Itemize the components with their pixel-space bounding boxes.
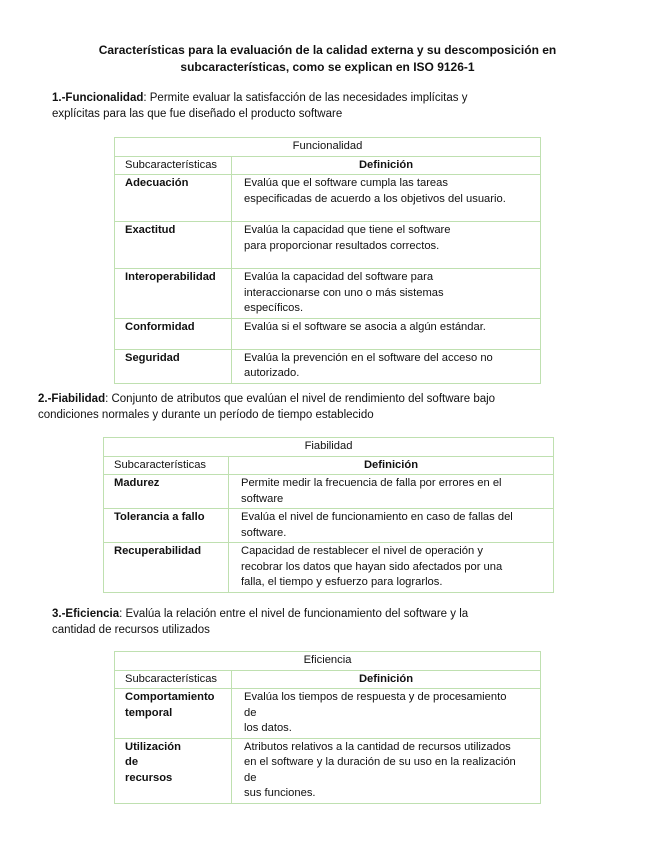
table-row xyxy=(115,318,541,349)
table-row xyxy=(115,269,541,319)
term-line: Comportamiento xyxy=(125,691,215,703)
row-term: Tolerancia a fallo xyxy=(104,509,229,543)
column-header-def: Definición xyxy=(232,670,541,689)
definition-line: recobrar los datos que hayan sido afectados por una xyxy=(241,560,503,573)
row-definition xyxy=(232,318,541,349)
table-fiabilidad xyxy=(103,437,554,593)
section-text: cantidad de recursos utilizados xyxy=(52,624,210,636)
table-caption: Eficiencia xyxy=(115,652,541,671)
definition-line: Capacidad de restablecer el nivel de operación y xyxy=(241,545,483,557)
term-line: recursos xyxy=(125,771,173,784)
table-eficiencia xyxy=(114,651,541,804)
definition-line: especificadas de acuerdo a los objetivos del usuario. xyxy=(244,192,506,205)
table-row xyxy=(104,543,554,593)
row-definition xyxy=(229,543,554,593)
section-text: : Permite evaluar la satisfacción de las necesidades implícitas y xyxy=(143,92,468,104)
section-funcionalidad xyxy=(52,90,612,122)
document-title xyxy=(40,42,615,76)
row-term: Madurez xyxy=(104,475,229,509)
definition-line: Evalúa que el software cumpla las tareas xyxy=(244,177,448,189)
section-eficiencia xyxy=(52,606,612,638)
definition-line: Evalúa el nivel de funcionamiento en caso de fallas del xyxy=(241,511,513,523)
section-text: : Evalúa la relación entre el nivel de funcionamiento del software y la xyxy=(119,608,469,620)
table-row xyxy=(115,349,541,383)
definition-line: de xyxy=(244,771,257,784)
row-term: Recuperabilidad xyxy=(104,543,229,593)
row-term xyxy=(115,689,232,739)
title-line-2: subcaracterísticas, como se explican en ISO 9126-1 xyxy=(180,60,475,74)
definition-line: en el software y la duración de su uso en la realización xyxy=(244,756,516,768)
term-line: temporal xyxy=(125,706,173,719)
definition-line: sus funciones. xyxy=(244,787,316,799)
definition-line: Evalúa la capacidad del software para xyxy=(244,271,434,283)
section-label: 2.-Fiabilidad xyxy=(38,393,106,405)
definition-line: software. xyxy=(241,526,287,539)
row-term: Adecuación xyxy=(115,175,232,222)
definition-line: interaccionarse con uno o más sistemas xyxy=(244,286,444,299)
row-definition xyxy=(232,222,541,269)
row-term: Exactitud xyxy=(115,222,232,269)
definition-line: los datos. xyxy=(244,722,292,734)
definition-line: Permite medir la frecuencia de falla por errores en el xyxy=(241,477,502,489)
table-caption: Fiabilidad xyxy=(104,438,554,457)
section-text: explícitas para las que fue diseñado el producto software xyxy=(52,108,343,120)
table-row xyxy=(115,222,541,269)
definition-line: Evalúa la prevención en el software del acceso no xyxy=(244,351,493,364)
column-header-sub: Subcaracterísticas xyxy=(104,456,229,475)
row-definition xyxy=(232,349,541,383)
definition-line: específicos. xyxy=(244,302,304,314)
term-line: de xyxy=(125,756,139,768)
section-label: 1.-Funcionalidad xyxy=(52,92,144,104)
section-label: 3.-Eficiencia xyxy=(52,608,120,620)
row-definition xyxy=(232,689,541,739)
definition-line: de xyxy=(244,706,257,719)
row-term: Seguridad xyxy=(115,349,232,383)
definition-line: para proporcionar resultados correctos. xyxy=(244,239,440,252)
section-fiabilidad xyxy=(38,391,618,423)
row-term: Conformidad xyxy=(115,318,232,349)
row-definition xyxy=(232,269,541,319)
table-funcionalidad xyxy=(114,137,541,384)
row-definition xyxy=(229,475,554,509)
row-definition xyxy=(229,509,554,543)
definition-line: autorizado. xyxy=(244,367,300,379)
row-term: Interoperabilidad xyxy=(115,269,232,319)
definition-line: Evalúa los tiempos de respuesta y de procesamiento xyxy=(244,691,507,703)
column-header-def: Definición xyxy=(232,156,541,175)
column-header-def: Definición xyxy=(229,456,554,475)
table-row xyxy=(115,175,541,222)
table-caption: Funcionalidad xyxy=(115,138,541,157)
row-term xyxy=(115,738,232,803)
table-row xyxy=(115,738,541,803)
term-line: Utilización xyxy=(125,740,181,753)
title-line-1: Características para la evaluación de la calidad externa y su descomposición en xyxy=(98,43,557,57)
table-row xyxy=(115,689,541,739)
column-header-sub: Subcaracterísticas xyxy=(115,156,232,175)
table-row xyxy=(104,475,554,509)
definition-line: Evalúa la capacidad que tiene el software xyxy=(244,224,451,236)
section-text: condiciones normales y durante un período de tiempo establecido xyxy=(38,409,374,421)
row-definition xyxy=(232,175,541,222)
definition-line: Atributos relativos a la cantidad de recursos utilizados xyxy=(244,740,511,753)
row-definition xyxy=(232,738,541,803)
definition-line: falla, el tiempo y esfuerzo para lograrlos. xyxy=(241,576,443,588)
definition-line: software xyxy=(241,492,284,505)
section-text: : Conjunto de atributos que evalúan el nivel de rendimiento del software bajo xyxy=(105,393,496,405)
column-header-sub: Subcaracterísticas xyxy=(115,670,232,689)
definition-line: Evalúa si el software se asocia a algún estándar. xyxy=(244,320,486,333)
table-row xyxy=(104,509,554,543)
